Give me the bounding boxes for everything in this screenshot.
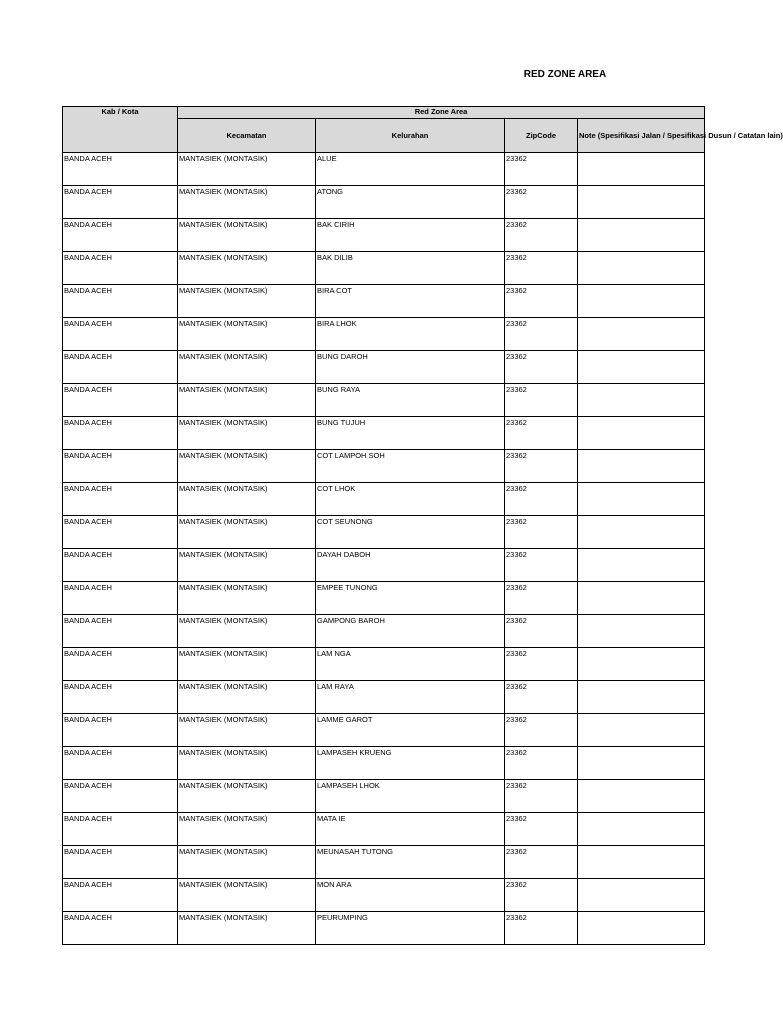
- cell-zipcode: 23362: [505, 582, 578, 615]
- cell-kelurahan: LAMME GAROT: [316, 714, 505, 747]
- cell-note: [578, 417, 705, 450]
- cell-note: [578, 516, 705, 549]
- cell-zipcode: 23362: [505, 384, 578, 417]
- cell-kelurahan: GAMPONG BAROH: [316, 615, 505, 648]
- cell-zipcode: 23362: [505, 153, 578, 186]
- cell-kelurahan: ALUE: [316, 153, 505, 186]
- header-row-group: [63, 107, 705, 119]
- cell-kab-kota: BANDA ACEH: [63, 186, 178, 219]
- table-row: [63, 450, 705, 483]
- cell-zipcode: 23362: [505, 615, 578, 648]
- cell-note: [578, 648, 705, 681]
- cell-kelurahan: COT LHOK: [316, 483, 505, 516]
- cell-kab-kota: BANDA ACEH: [63, 318, 178, 351]
- cell-zipcode: 23362: [505, 351, 578, 384]
- cell-zipcode: 23362: [505, 681, 578, 714]
- cell-kelurahan: MON ARA: [316, 879, 505, 912]
- cell-kab-kota: BANDA ACEH: [63, 285, 178, 318]
- cell-kecamatan: MANTASIEK (MONTASIK): [178, 747, 316, 780]
- cell-note: [578, 384, 705, 417]
- cell-kecamatan: MANTASIEK (MONTASIK): [178, 318, 316, 351]
- cell-note: [578, 780, 705, 813]
- header-note: Note (Spesifikasi Jalan / Spesifikasi Dusun / Catatan lain): [578, 119, 705, 153]
- cell-kelurahan: EMPEE TUNONG: [316, 582, 505, 615]
- cell-zipcode: 23362: [505, 813, 578, 846]
- cell-note: [578, 615, 705, 648]
- table-row: [63, 153, 705, 186]
- cell-kab-kota: BANDA ACEH: [63, 747, 178, 780]
- table-row: [63, 879, 705, 912]
- table-body: [63, 153, 705, 945]
- cell-kelurahan: BIRA COT: [316, 285, 505, 318]
- cell-kelurahan: MATA IE: [316, 813, 505, 846]
- cell-kelurahan: BUNG RAYA: [316, 384, 505, 417]
- table-row: [63, 780, 705, 813]
- cell-note: [578, 450, 705, 483]
- cell-note: [578, 252, 705, 285]
- cell-kecamatan: MANTASIEK (MONTASIK): [178, 516, 316, 549]
- cell-note: [578, 318, 705, 351]
- cell-kecamatan: MANTASIEK (MONTASIK): [178, 879, 316, 912]
- cell-kecamatan: MANTASIEK (MONTASIK): [178, 285, 316, 318]
- cell-kab-kota: BANDA ACEH: [63, 450, 178, 483]
- cell-kab-kota: BANDA ACEH: [63, 615, 178, 648]
- cell-kab-kota: BANDA ACEH: [63, 879, 178, 912]
- cell-zipcode: 23362: [505, 219, 578, 252]
- cell-note: [578, 351, 705, 384]
- cell-note: [578, 846, 705, 879]
- header-kab-kota: Kab / Kota: [63, 107, 178, 153]
- cell-kecamatan: MANTASIEK (MONTASIK): [178, 252, 316, 285]
- cell-note: [578, 912, 705, 945]
- table-header: [63, 107, 783, 153]
- cell-kecamatan: MANTASIEK (MONTASIK): [178, 549, 316, 582]
- table-row: [63, 747, 705, 780]
- red-zone-table: [62, 106, 783, 945]
- cell-kelurahan: BUNG TUJUH: [316, 417, 505, 450]
- cell-kelurahan: DAYAH DABOH: [316, 549, 505, 582]
- cell-kecamatan: MANTASIEK (MONTASIK): [178, 483, 316, 516]
- cell-kab-kota: BANDA ACEH: [63, 549, 178, 582]
- header-zipcode: ZipCode: [505, 119, 578, 153]
- header-kelurahan: Kelurahan: [316, 119, 505, 153]
- cell-kecamatan: MANTASIEK (MONTASIK): [178, 417, 316, 450]
- cell-note: [578, 186, 705, 219]
- cell-kelurahan: BUNG DAROH: [316, 351, 505, 384]
- cell-kecamatan: MANTASIEK (MONTASIK): [178, 681, 316, 714]
- cell-kab-kota: BANDA ACEH: [63, 153, 178, 186]
- cell-kelurahan: LAMPASEH KRUENG: [316, 747, 505, 780]
- cell-kab-kota: BANDA ACEH: [63, 252, 178, 285]
- table-row: [63, 351, 705, 384]
- table-row: [63, 417, 705, 450]
- cell-kab-kota: BANDA ACEH: [63, 648, 178, 681]
- cell-kecamatan: MANTASIEK (MONTASIK): [178, 615, 316, 648]
- cell-note: [578, 483, 705, 516]
- cell-zipcode: 23362: [505, 450, 578, 483]
- header-kecamatan: Kecamatan: [178, 119, 316, 153]
- cell-zipcode: 23362: [505, 483, 578, 516]
- cell-kelurahan: COT SEUNONG: [316, 516, 505, 549]
- cell-zipcode: 23362: [505, 549, 578, 582]
- table-row: [63, 252, 705, 285]
- cell-kelurahan: LAM NGA: [316, 648, 505, 681]
- cell-zipcode: 23362: [505, 252, 578, 285]
- cell-kecamatan: MANTASIEK (MONTASIK): [178, 912, 316, 945]
- cell-kecamatan: MANTASIEK (MONTASIK): [178, 813, 316, 846]
- table-row: [63, 582, 705, 615]
- cell-kab-kota: BANDA ACEH: [63, 912, 178, 945]
- cell-kab-kota: BANDA ACEH: [63, 846, 178, 879]
- cell-kab-kota: BANDA ACEH: [63, 417, 178, 450]
- table-row: [63, 912, 705, 945]
- cell-zipcode: 23362: [505, 186, 578, 219]
- cell-kelurahan: LAMPASEH LHOK: [316, 780, 505, 813]
- table-row: [63, 714, 705, 747]
- cell-zipcode: 23362: [505, 912, 578, 945]
- cell-kelurahan: ATONG: [316, 186, 505, 219]
- cell-note: [578, 813, 705, 846]
- cell-note: [578, 549, 705, 582]
- cell-zipcode: 23362: [505, 417, 578, 450]
- table-row: [63, 186, 705, 219]
- cell-kab-kota: BANDA ACEH: [63, 681, 178, 714]
- table-row: [63, 318, 705, 351]
- cell-zipcode: 23362: [505, 780, 578, 813]
- cell-kelurahan: BAK CIRIH: [316, 219, 505, 252]
- table-row: [63, 549, 705, 582]
- table-row: [63, 285, 705, 318]
- cell-zipcode: 23362: [505, 879, 578, 912]
- cell-zipcode: 23362: [505, 747, 578, 780]
- cell-note: [578, 681, 705, 714]
- table-row: [63, 384, 705, 417]
- cell-kab-kota: BANDA ACEH: [63, 219, 178, 252]
- cell-kecamatan: MANTASIEK (MONTASIK): [178, 780, 316, 813]
- cell-zipcode: 23362: [505, 648, 578, 681]
- cell-zipcode: 23362: [505, 318, 578, 351]
- cell-kelurahan: COT LAMPOH SOH: [316, 450, 505, 483]
- cell-kab-kota: BANDA ACEH: [63, 780, 178, 813]
- cell-kecamatan: MANTASIEK (MONTASIK): [178, 384, 316, 417]
- cell-kecamatan: MANTASIEK (MONTASIK): [178, 714, 316, 747]
- table-row: [63, 846, 705, 879]
- cell-note: [578, 747, 705, 780]
- cell-kecamatan: MANTASIEK (MONTASIK): [178, 186, 316, 219]
- cell-kecamatan: MANTASIEK (MONTASIK): [178, 582, 316, 615]
- cell-kecamatan: MANTASIEK (MONTASIK): [178, 450, 316, 483]
- cell-kelurahan: PEURUMPING: [316, 912, 505, 945]
- cell-kab-kota: BANDA ACEH: [63, 582, 178, 615]
- cell-note: [578, 879, 705, 912]
- cell-kab-kota: BANDA ACEH: [63, 516, 178, 549]
- table-row: [63, 516, 705, 549]
- table-row: [63, 219, 705, 252]
- table-row: [63, 648, 705, 681]
- document-title: RED ZONE AREA: [523, 69, 607, 80]
- cell-zipcode: 23362: [505, 516, 578, 549]
- cell-zipcode: 23362: [505, 285, 578, 318]
- cell-note: [578, 582, 705, 615]
- cell-note: [578, 714, 705, 747]
- cell-kelurahan: BAK DILIB: [316, 252, 505, 285]
- cell-kecamatan: MANTASIEK (MONTASIK): [178, 219, 316, 252]
- cell-kecamatan: MANTASIEK (MONTASIK): [178, 846, 316, 879]
- cell-kelurahan: LAM RAYA: [316, 681, 505, 714]
- cell-note: [578, 219, 705, 252]
- cell-kab-kota: BANDA ACEH: [63, 813, 178, 846]
- cell-kab-kota: BANDA ACEH: [63, 483, 178, 516]
- cell-kab-kota: BANDA ACEH: [63, 384, 178, 417]
- cell-kecamatan: MANTASIEK (MONTASIK): [178, 153, 316, 186]
- cell-zipcode: 23362: [505, 846, 578, 879]
- cell-kab-kota: BANDA ACEH: [63, 714, 178, 747]
- cell-kab-kota: BANDA ACEH: [63, 351, 178, 384]
- cell-kelurahan: MEUNASAH TUTONG: [316, 846, 505, 879]
- cell-note: [578, 285, 705, 318]
- header-red-zone-area: Red Zone Area: [178, 107, 705, 119]
- cell-note: [578, 153, 705, 186]
- table-row: [63, 615, 705, 648]
- cell-zipcode: 23362: [505, 714, 578, 747]
- cell-kelurahan: BIRA LHOK: [316, 318, 505, 351]
- cell-kecamatan: MANTASIEK (MONTASIK): [178, 648, 316, 681]
- cell-kecamatan: MANTASIEK (MONTASIK): [178, 351, 316, 384]
- table-row: [63, 483, 705, 516]
- table-row: [63, 681, 705, 714]
- table-row: [63, 813, 705, 846]
